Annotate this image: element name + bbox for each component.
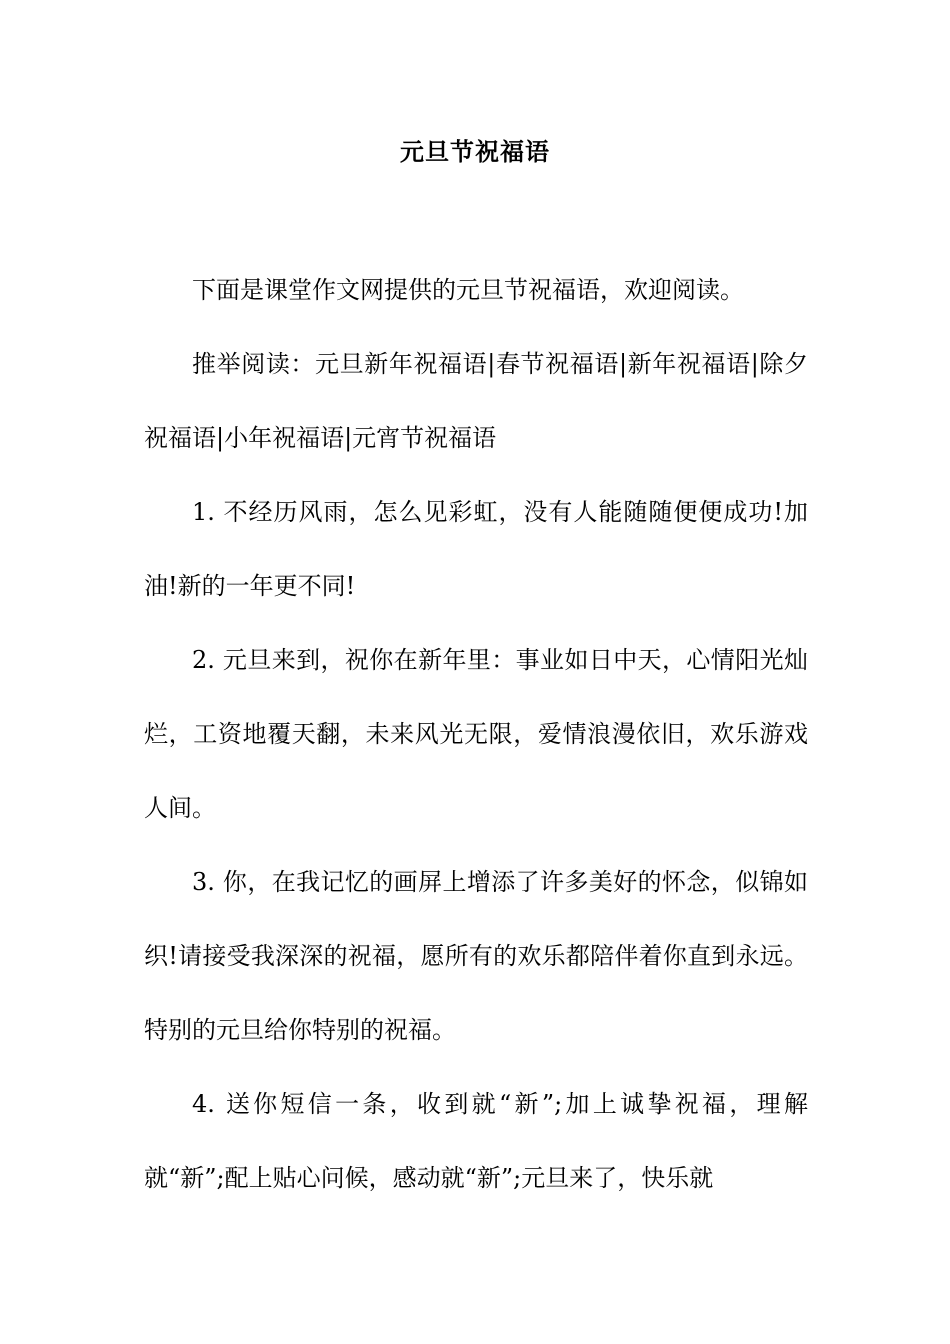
document-body xyxy=(144,253,808,1215)
document-title: 元旦节祝福语 xyxy=(400,137,550,166)
recommended-reading-paragraph: 推举阅读：元旦新年祝福语|春节祝福语|新年祝福语|除夕祝福语|小年祝福语|元宵节祝福语 xyxy=(144,350,808,452)
greeting-item-4: 4. 送你短信一条，收到就“新”;加上诚挚祝福，理解就“新”;配上贴心问候，感动就“新”;元旦来了，快乐就 xyxy=(144,1090,808,1192)
greeting-item-1: 1. 不经历风雨，怎么见彩虹，没有人能随随便便成功!加油!新的一年更不同! xyxy=(144,498,808,600)
greeting-item-3: 3. 你，在我记忆的画屏上增添了许多美好的怀念，似锦如织!请接受我深深的祝福，愿所有的欢乐都陪伴着你直到永远。特别的元旦给你特别的祝福。 xyxy=(144,868,808,1044)
intro-paragraph: 下面是课堂作文网提供的元旦节祝福语，欢迎阅读。 xyxy=(192,276,744,304)
greeting-item-2: 2. 元旦来到，祝你在新年里：事业如日中天，心情阳光灿烂，工资地覆天翻，未来风光无限，爱情浪漫依旧，欢乐游戏人间。 xyxy=(144,646,808,822)
